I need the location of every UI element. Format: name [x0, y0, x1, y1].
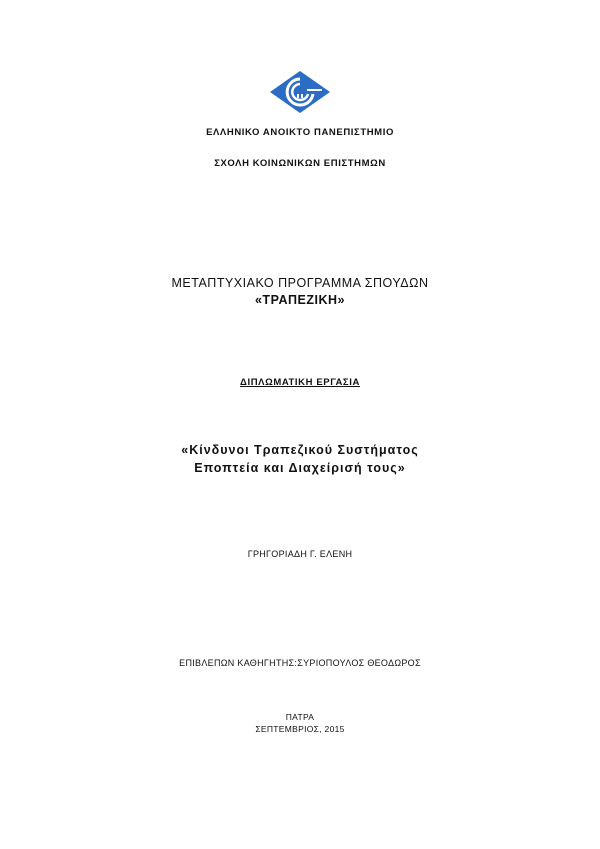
university-name: ΕΛΛΗΝΙΚΟ ΑΝΟΙΚΤΟ ΠΑΝΕΠΙΣΤΗΜΙΟ [206, 127, 394, 138]
document-type-heading [0, 377, 600, 388]
document-type-text: ΔΙΠΛΩΜΑΤΙΚΗ ΕΡΓΑΣΙΑ [240, 377, 360, 388]
program-name: «ΤΡΑΠΕΖΙΚΗ» [254, 293, 345, 307]
thesis-title-line-1: «Κίνδυνοι Τραπεζικού Συστήματος [181, 443, 419, 457]
city: ΠΑΤΡΑ [285, 712, 315, 722]
school-name: ΣΧΟΛΗ ΚΟΙΝΩΝΙΚΩΝ ΕΠΙΣΤΗΜΩΝ [214, 158, 386, 169]
date: ΣΕΠΤΕΜΒΡΙΟΣ, 2015 [255, 724, 345, 734]
university-logo-icon [269, 70, 331, 114]
program-label: ΜΕΤΑΠΤΥΧΙΑΚΟ ΠΡΟΓΡΑΜΜΑ ΣΠΟΥΔΩΝ [171, 276, 429, 290]
thesis-title-line-2: Εποπτεία και Διαχείρισή τους» [194, 461, 406, 475]
supervisor-line: ΕΠΙΒΛΕΠΩΝ ΚΑΘΗΓΗΤΗΣ:ΣΥΡΙΟΠΟΥΛΟΣ ΘΕΟΔΩΡΟΣ [179, 658, 421, 668]
author-name: ΓΡΗΓΟΡΙΑΔΗ Γ. ΕΛΕΝΗ [247, 549, 353, 559]
